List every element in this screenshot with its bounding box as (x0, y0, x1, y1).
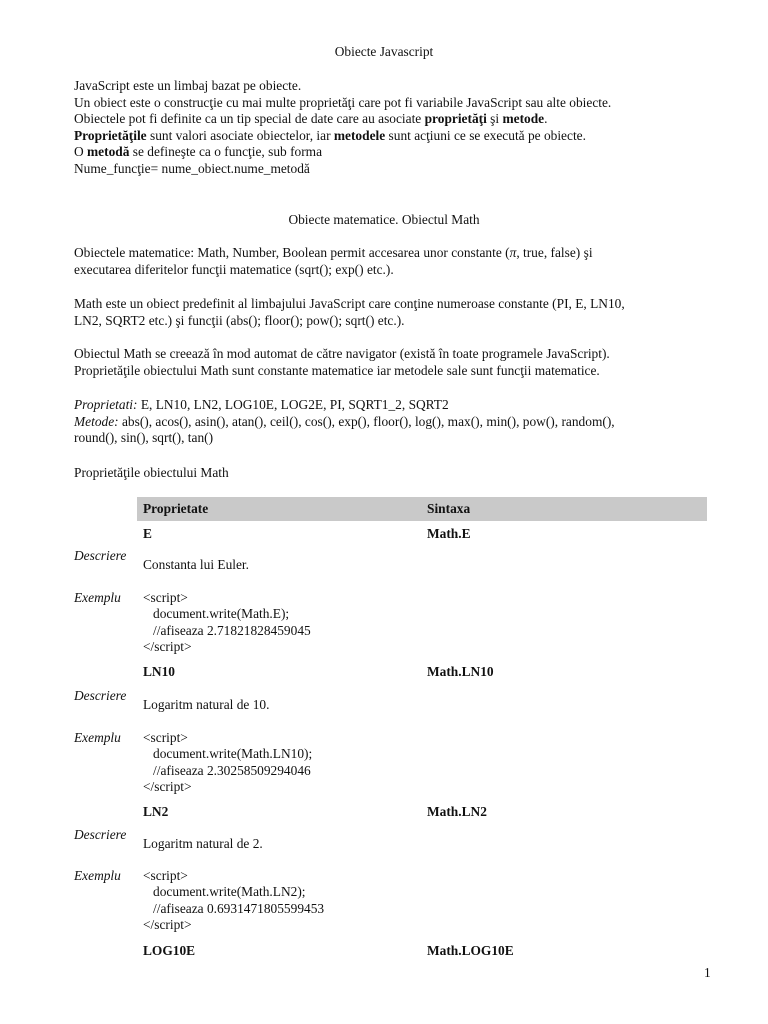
example-code (143, 590, 311, 656)
math-predefined-paragraph (74, 296, 734, 329)
property-name: LOG10E (143, 943, 196, 958)
intro-line (74, 128, 734, 145)
para-text: , true, false) şi (516, 245, 593, 260)
term-proprietatile: Proprietăţile (74, 127, 147, 143)
intro-paragraph (74, 78, 734, 178)
code-line: //afiseaza 2.71821828459045 (143, 622, 311, 638)
intro-line (74, 144, 734, 161)
property-description: Constanta lui Euler. (143, 557, 249, 572)
property-name: E (143, 526, 152, 541)
code-line: <script> (143, 868, 188, 883)
table-header-syntax: Sintaxa (427, 501, 471, 516)
example-code (143, 868, 324, 934)
term-metode: metode (502, 111, 545, 127)
para-line: Math este un obiect predefinit al limbajului JavaScript care conţine numeroase constante (PI, E, LN10, (74, 296, 625, 311)
para-line: LN2, SQRT2 etc.) şi funcţii (abs(); floor(); pow(); sqrt() etc.). (74, 312, 405, 328)
para-text: Obiectele matematice: Math, Number, Boolean permit accesarea unor constante ( (74, 245, 510, 260)
example-code (143, 730, 312, 796)
property-syntax: Math.LOG10E (427, 943, 514, 958)
property-name: LN10 (143, 664, 175, 679)
code-line: document.write(Math.LN2); (143, 884, 306, 900)
table-header-bar (137, 497, 707, 521)
properties-line (74, 397, 734, 414)
para-line (74, 245, 734, 262)
intro-text: sunt acţiuni ce se execută pe obiecte. (385, 127, 586, 143)
property-name: LN2 (143, 804, 169, 819)
property-syntax: Math.LN2 (427, 804, 487, 819)
intro-line (74, 111, 734, 128)
code-line: //afiseaza 0.6931471805599453 (143, 900, 325, 916)
description-label: Descriere (74, 688, 127, 703)
math-objects-paragraph (74, 245, 734, 278)
code-line: </script> (143, 779, 192, 795)
pi-symbol: π (509, 245, 517, 260)
code-line: </script> (143, 639, 192, 655)
intro-line: Un obiect este o construcţie cu mai multe proprietăţi care pot fi variabile JavaScript sau alte obiecte. (74, 94, 612, 110)
methods-line (74, 414, 734, 431)
code-line: //afiseaza 2.30258509294046 (143, 762, 311, 778)
properties-label: Proprietati: (74, 397, 138, 412)
property-description: Logaritm natural de 2. (143, 836, 263, 851)
property-syntax: Math.LN10 (427, 664, 494, 679)
properties-methods-paragraph (74, 397, 734, 447)
code-line: document.write(Math.E); (143, 606, 290, 622)
code-line: <script> (143, 730, 188, 745)
intro-text: . (544, 111, 548, 127)
description-label: Descriere (74, 827, 127, 842)
property-syntax: Math.E (427, 526, 471, 541)
code-line: <script> (143, 590, 188, 605)
page-title: Obiecte Javascript (334, 44, 434, 59)
term-proprietati: proprietăţi (424, 111, 487, 127)
intro-line: JavaScript este un limbaj bazat pe obiecte. (74, 78, 302, 93)
description-label: Descriere (74, 548, 127, 563)
page-number: 1 (704, 965, 711, 980)
intro-text: Obiectele pot fi definite ca un tip special de date care au asociate (74, 111, 425, 127)
property-description: Logaritm natural de 10. (143, 697, 270, 712)
table-header-property: Proprietate (143, 501, 209, 516)
methods-line: round(), sin(), sqrt(), tan() (74, 430, 214, 446)
intro-text: şi (486, 111, 503, 127)
term-metodele: metodele (333, 127, 386, 143)
section-title: Obiecte matematice. Obiectul Math (288, 212, 480, 227)
methods-list: abs(), acos(), asin(), atan(), ceil(), cos(), exp(), floor(), log(), max(), min(), pow(), random(), (118, 413, 615, 429)
intro-text: se defineşte ca o funcţie, sub forma (129, 144, 323, 160)
code-line: </script> (143, 917, 192, 933)
example-label: Exemplu (74, 868, 121, 883)
table-caption: Proprietăţile obiectului Math (74, 465, 229, 480)
para-line: Proprietăţile obiectului Math sunt constante matematice iar metodele sale sunt funcţii matematice. (74, 362, 600, 378)
term-metoda: metodă (87, 144, 130, 160)
methods-label: Metode: (74, 413, 119, 429)
code-line: document.write(Math.LN10); (143, 746, 313, 762)
example-label: Exemplu (74, 590, 121, 605)
example-label: Exemplu (74, 730, 121, 745)
intro-line: Nume_funcţie= nume_obiect.nume_metodă (74, 160, 310, 176)
intro-text: sunt valori asociate obiectelor, iar (146, 127, 334, 143)
properties-list: E, LN10, LN2, LOG10E, LOG2E, PI, SQRT1_2, SQRT2 (137, 397, 449, 412)
para-line: executarea diferitelor funcţii matematice (sqrt(); exp() etc.). (74, 261, 394, 277)
math-created-paragraph (74, 346, 734, 379)
para-line: Obiectul Math se creează în mod automat de către navigator (există în toate programele JavaScript). (74, 346, 610, 361)
intro-text: O (74, 144, 88, 160)
